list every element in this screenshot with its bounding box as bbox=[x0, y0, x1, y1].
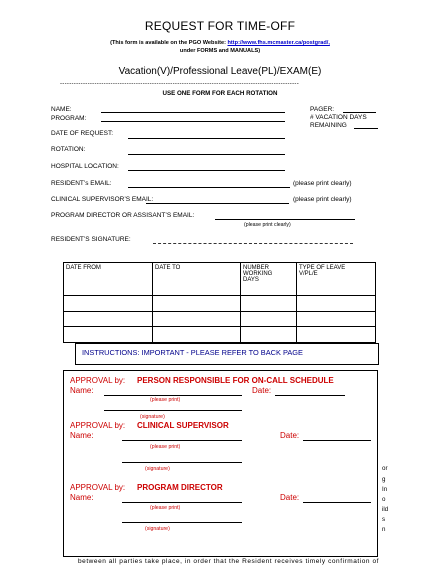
date-label-3: Date: bbox=[280, 493, 300, 502]
approval-date-field-3[interactable] bbox=[303, 502, 371, 503]
table-row bbox=[64, 311, 376, 327]
website-note-suffix: under FORMS and MANUALS) bbox=[179, 48, 261, 54]
signature-note-3: (signature) bbox=[145, 526, 170, 532]
header-working-days: NUMBER WORKING DAYS bbox=[241, 263, 297, 296]
approval-by-label-3: APPROVAL by: bbox=[70, 483, 126, 492]
dashed-separator: -------------------------------------------------------------------------------------------------------- bbox=[60, 81, 299, 87]
signature-field-3[interactable] bbox=[122, 522, 242, 523]
date-label-1: Date: bbox=[252, 386, 272, 395]
name-label-3: Name: bbox=[70, 493, 94, 502]
table-cell[interactable] bbox=[153, 296, 241, 312]
name-label-2: Name: bbox=[70, 431, 94, 440]
director-email-print-note: (please print clearly) bbox=[244, 222, 291, 228]
leave-dates-table bbox=[63, 262, 376, 343]
approval-by-label-1: APPROVAL by: bbox=[70, 376, 126, 385]
table-cell[interactable] bbox=[297, 311, 376, 327]
clinical-supervisor-heading: CLINICAL SUPERVISOR bbox=[137, 421, 229, 430]
pgo-website-link[interactable]: http://www.fhs.mcmaster.ca/postgrad/, bbox=[227, 40, 330, 46]
table-cell[interactable] bbox=[64, 296, 153, 312]
table-cell[interactable] bbox=[153, 327, 241, 343]
approver-name-field-2[interactable] bbox=[122, 440, 242, 441]
supervisor-email-print-note: (please print clearly) bbox=[293, 196, 352, 203]
director-email-field[interactable] bbox=[215, 219, 355, 220]
vacation-days-field[interactable] bbox=[354, 128, 378, 129]
clipped-text-fragment: s bbox=[382, 516, 386, 523]
leave-types-heading: Vacation(V)/Professional Leave(PL)/EXAM(E) bbox=[118, 66, 322, 77]
approval-date-field-1[interactable] bbox=[275, 395, 345, 396]
name-label-1: Name: bbox=[70, 386, 94, 395]
program-label: PROGRAM: bbox=[51, 115, 87, 122]
hospital-location-label: HOSPITAL LOCATION: bbox=[51, 163, 119, 170]
table-cell[interactable] bbox=[241, 311, 297, 327]
approval-date-field-2[interactable] bbox=[303, 440, 371, 441]
program-field[interactable] bbox=[101, 121, 285, 122]
approver-name-field-1[interactable] bbox=[104, 395, 242, 396]
rotation-field[interactable] bbox=[128, 154, 285, 155]
please-print-note-2: (please print) bbox=[150, 444, 181, 450]
table-cell[interactable] bbox=[297, 296, 376, 312]
residents-signature-label: RESIDENT’S SIGNATURE: bbox=[51, 236, 131, 243]
date-of-request-field[interactable] bbox=[128, 138, 285, 139]
website-note-prefix: (This form is available on the PGO Website: bbox=[110, 40, 226, 46]
clipped-text-fragment: In bbox=[382, 486, 388, 493]
rotation-label: ROTATION: bbox=[51, 146, 86, 153]
date-label-2: Date: bbox=[280, 431, 300, 440]
instructions-text: INSTRUCTIONS: IMPORTANT - PLEASE REFER TO BACK PAGE bbox=[82, 348, 303, 357]
approval-by-label-2: APPROVAL by: bbox=[70, 421, 126, 430]
please-print-note-1: (please print) bbox=[150, 397, 181, 403]
vacation-remaining-label: REMAINING bbox=[310, 122, 347, 129]
table-row bbox=[64, 296, 376, 312]
table-row bbox=[64, 327, 376, 343]
table-cell[interactable] bbox=[241, 327, 297, 343]
residents-email-field[interactable] bbox=[128, 187, 290, 188]
table-cell[interactable] bbox=[64, 327, 153, 343]
rotation-note: USE ONE FORM FOR EACH ROTATION bbox=[162, 90, 278, 97]
signature-field-1[interactable] bbox=[104, 410, 242, 411]
hospital-location-field[interactable] bbox=[128, 170, 285, 171]
residents-email-print-note: (please print clearly) bbox=[293, 180, 352, 187]
please-print-note-3: (please print) bbox=[150, 505, 181, 511]
approver-name-field-3[interactable] bbox=[122, 502, 242, 503]
signature-field-2[interactable] bbox=[122, 462, 242, 463]
website-note bbox=[0, 40, 440, 46]
residents-signature-field[interactable] bbox=[153, 243, 353, 244]
clipped-text-fragment: g bbox=[382, 476, 386, 483]
table-cell[interactable] bbox=[64, 311, 153, 327]
residents-email-label: RESIDENT’s EMAIL: bbox=[51, 180, 112, 187]
on-call-schedule-heading: PERSON RESPONSIBLE FOR ON-CALL SCHEDULE bbox=[137, 376, 334, 385]
header-date-from: DATE FROM bbox=[64, 263, 153, 296]
table-cell[interactable] bbox=[153, 311, 241, 327]
approval-box bbox=[63, 370, 378, 557]
signature-note-2: (signature) bbox=[145, 466, 170, 472]
footer-text: between all parties take place, in order that the Resident receives timely confirmation of bbox=[78, 558, 379, 565]
instructions-box bbox=[75, 343, 379, 365]
form-title: REQUEST FOR TIME-OFF bbox=[144, 19, 296, 33]
director-email-label: PROGRAM DIRECTOR OR ASSISANT’S EMAIL: bbox=[51, 212, 195, 219]
table-header-row bbox=[64, 263, 376, 296]
vacation-days-label: # VACATION DAYS bbox=[310, 114, 367, 121]
date-of-request-label: DATE OF REQUEST: bbox=[51, 130, 113, 137]
signature-note-1: (signature) bbox=[140, 414, 165, 420]
pager-label: PAGER: bbox=[310, 106, 335, 113]
header-type-of-leave: TYPE OF LEAVE V/PL/E bbox=[297, 263, 376, 296]
pager-field[interactable] bbox=[343, 112, 376, 113]
name-field[interactable] bbox=[101, 112, 285, 113]
table-cell[interactable] bbox=[297, 327, 376, 343]
header-date-to: DATE TO bbox=[153, 263, 241, 296]
supervisor-email-label: CLINICAL SUPERVISOR’S EMAIL: bbox=[51, 196, 154, 203]
clipped-text-fragment: o bbox=[382, 496, 386, 503]
clipped-text-fragment: ild bbox=[382, 506, 389, 513]
supervisor-email-field[interactable] bbox=[146, 203, 289, 204]
clipped-text-fragment: or bbox=[382, 465, 388, 472]
clipped-text-fragment: n bbox=[382, 526, 386, 533]
table-cell[interactable] bbox=[241, 296, 297, 312]
name-label: NAME: bbox=[51, 106, 72, 113]
program-director-heading: PROGRAM DIRECTOR bbox=[137, 483, 223, 492]
